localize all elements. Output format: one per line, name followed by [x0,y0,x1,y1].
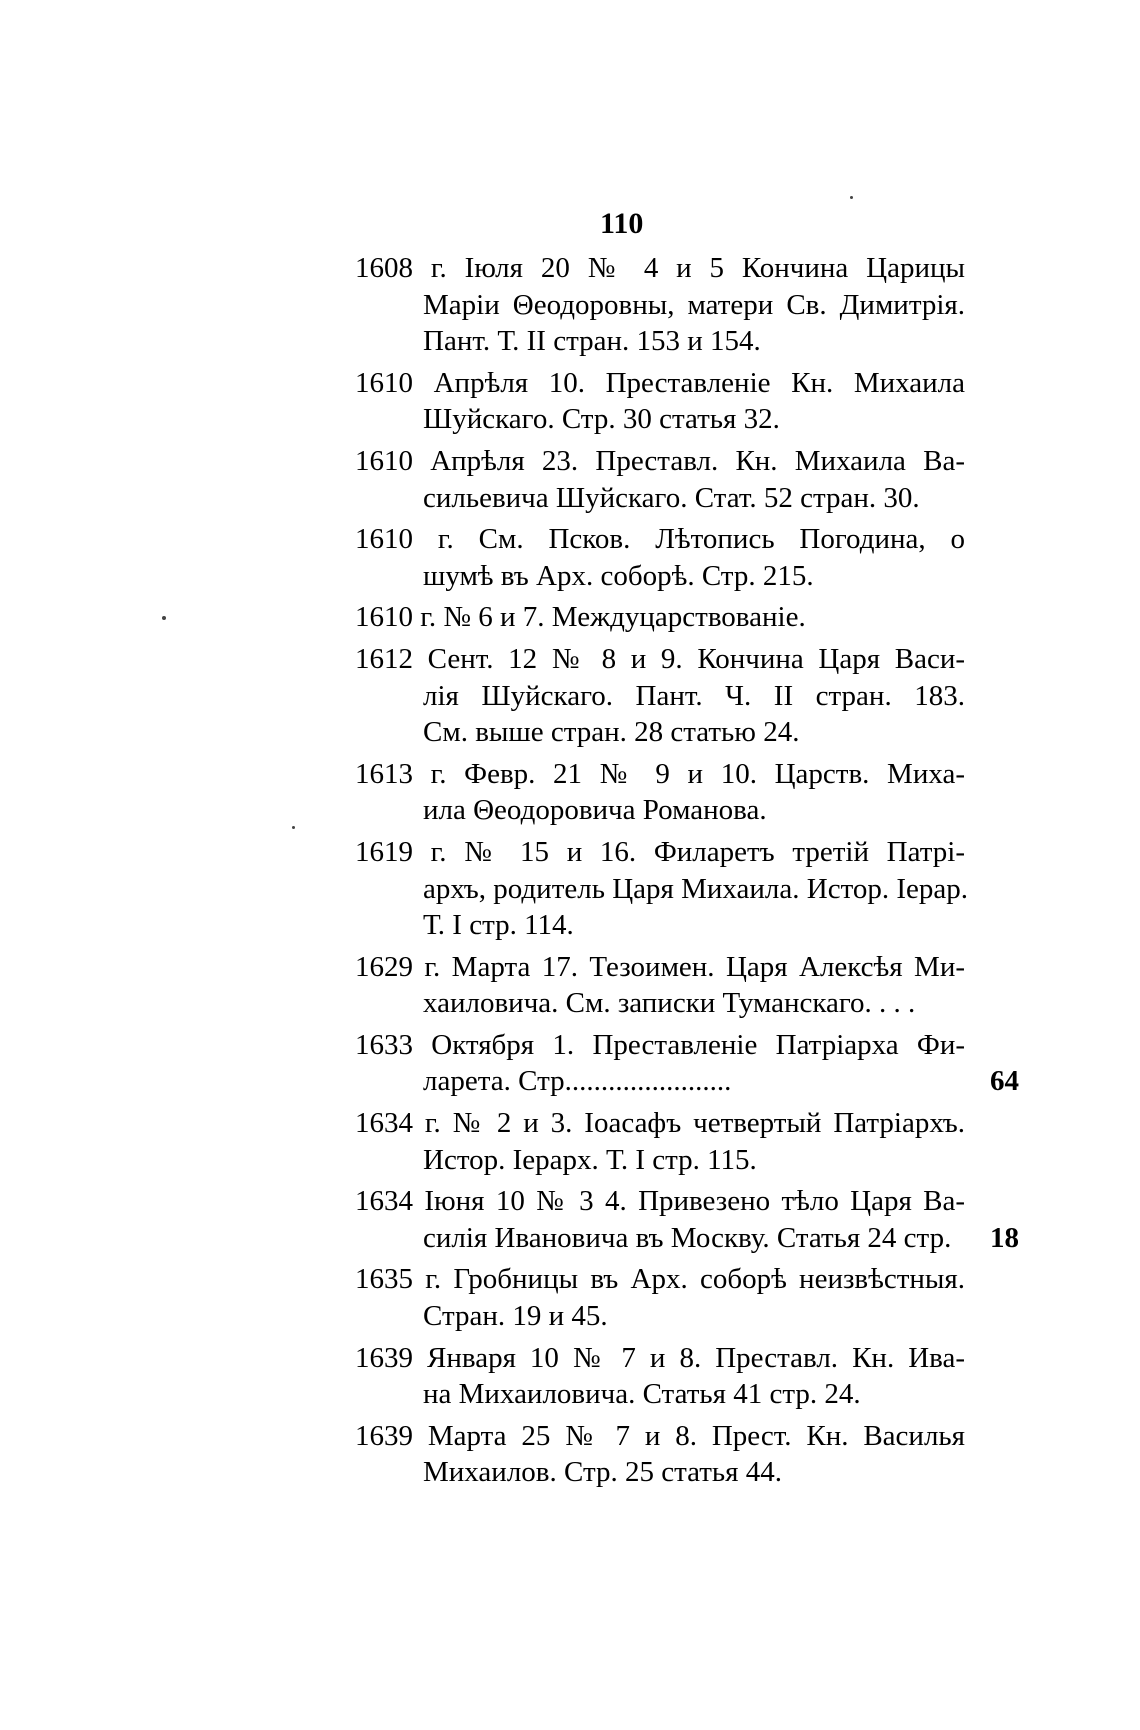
chronicle-entry [355,1418,965,1491]
chronicle-entry [355,250,965,360]
entry-line-continuation: архъ, родитель Царя Михаила. Истор. Іерар. [423,872,969,905]
chronicle-entry [355,1261,965,1334]
entry-line-first: 1634 Іюня 10 № 3 4. Привезено тѣло Царя Ва- [355,1185,965,1218]
entry-line-wrapper [355,1063,1019,1100]
entry-line-first: 1639 Марта 25 № 7 и 8. Прест. Кн. Василья [355,1419,965,1452]
chronicle-entry [355,949,965,1022]
entry-line-first: 1610 г. См. Псков. Лѣтопись Погодина, о [355,523,965,556]
entry-line-continuation: Т. I стр. 114. [423,909,574,942]
chronicle-entry [355,365,965,438]
entry-line-continuation: хаиловича. См. записки Туманскаго. . . . [423,987,916,1020]
chronicle-entry [355,834,969,944]
entry-line-first: 1610 Апрѣля 10. Преставленіе Кн. Михаила [355,366,965,399]
paper-speck [292,826,295,829]
entry-line-first: 1613 г. Февр. 21 № 9 и 10. Царств. Миха- [355,757,965,790]
entry-line-continuation: Стран. 19 и 45. [423,1300,608,1333]
entry-line-first: 1633 Октября 1. Преставленіе Патріарха Фи- [355,1028,965,1061]
entry-line-first: 1610 г. № 6 и 7. Междуцарствованіе. [355,601,806,634]
entry-line-first: 1634 г. № 2 и 3. Іоасафъ четвертый Патріархъ. [355,1107,965,1140]
entry-line-continuation: шумѣ въ Арх. соборѣ. Стр. 215. [423,559,814,592]
entry-line-continuation: Михаилов. Стр. 25 статья 44. [423,1456,782,1489]
chronicle-entry [355,1105,965,1178]
paper-speck [850,196,853,199]
entry-line-first: 1639 Января 10 № 7 и 8. Преставл. Кн. Ива- [355,1341,965,1374]
chronicle-entry [355,1340,965,1413]
entry-line-continuation: сильевича Шуйскаго. Стат. 52 стран. 30. [423,481,920,514]
entry-line-continuation: Шуйскаго. Стр. 30 статья 32. [423,403,780,436]
paper-speck [162,616,166,620]
entry-line-continuation: Пант. Т. II стран. 153 и 154. [423,325,761,358]
entry-line-first: 1629 г. Марта 17. Тезоимен. Царя Алексѣя Ми- [355,950,965,983]
entry-line-first: 1608 г. Іюля 20 № 4 и 5 Кончина Царицы [355,252,965,284]
chronicle-entry [355,1027,1019,1100]
chronicle-entry [355,521,965,594]
entry-line-continuation: См. выше стран. 28 статью 24. [423,716,800,749]
entry-line-first: 1635 г. Гробницы въ Арх. соборѣ неизвѣстныя. [355,1263,965,1296]
entry-line-continuation: на Михаиловича. Статья 41 стр. 24. [423,1378,861,1411]
chronicle-entry [355,443,965,516]
page-number: 110 [600,207,644,240]
entry-line-continuation: лія Шуйскаго. Пант. Ч. II стран. 183. [423,679,965,712]
chronicle-entry [355,599,965,636]
entry-line-wrapper [355,1220,1019,1257]
entry-line-first: 1619 г. № 15 и 16. Филаретъ третій Патрі- [355,835,965,868]
chronicle-entry [355,756,965,829]
entry-line-continuation: силія Ивановича въ Москву. Статья 24 стр. [423,1221,952,1254]
chronicle-entry [355,641,965,751]
entry-line-continuation: Истор. Іерарх. Т. I стр. 115. [423,1143,757,1176]
chronicle-entries [355,250,1019,1496]
entry-line-continuation: ила Θеодоровича Романова. [423,794,767,827]
entry-line-continuation: ларета. Стр....................... [423,1065,732,1098]
entry-line-continuation: Маріи Θеодоровны, матери Св. Димитрія. [423,288,965,321]
entry-line-first: 1612 Сент. 12 № 8 и 9. Кончина Царя Васи- [355,642,965,675]
margin-page-reference: 64 [990,1065,1019,1098]
chronicle-entry [355,1183,1019,1256]
margin-page-reference: 18 [990,1221,1019,1254]
entry-line-first: 1610 Апрѣля 23. Преставл. Кн. Михаила Ва- [355,444,965,477]
